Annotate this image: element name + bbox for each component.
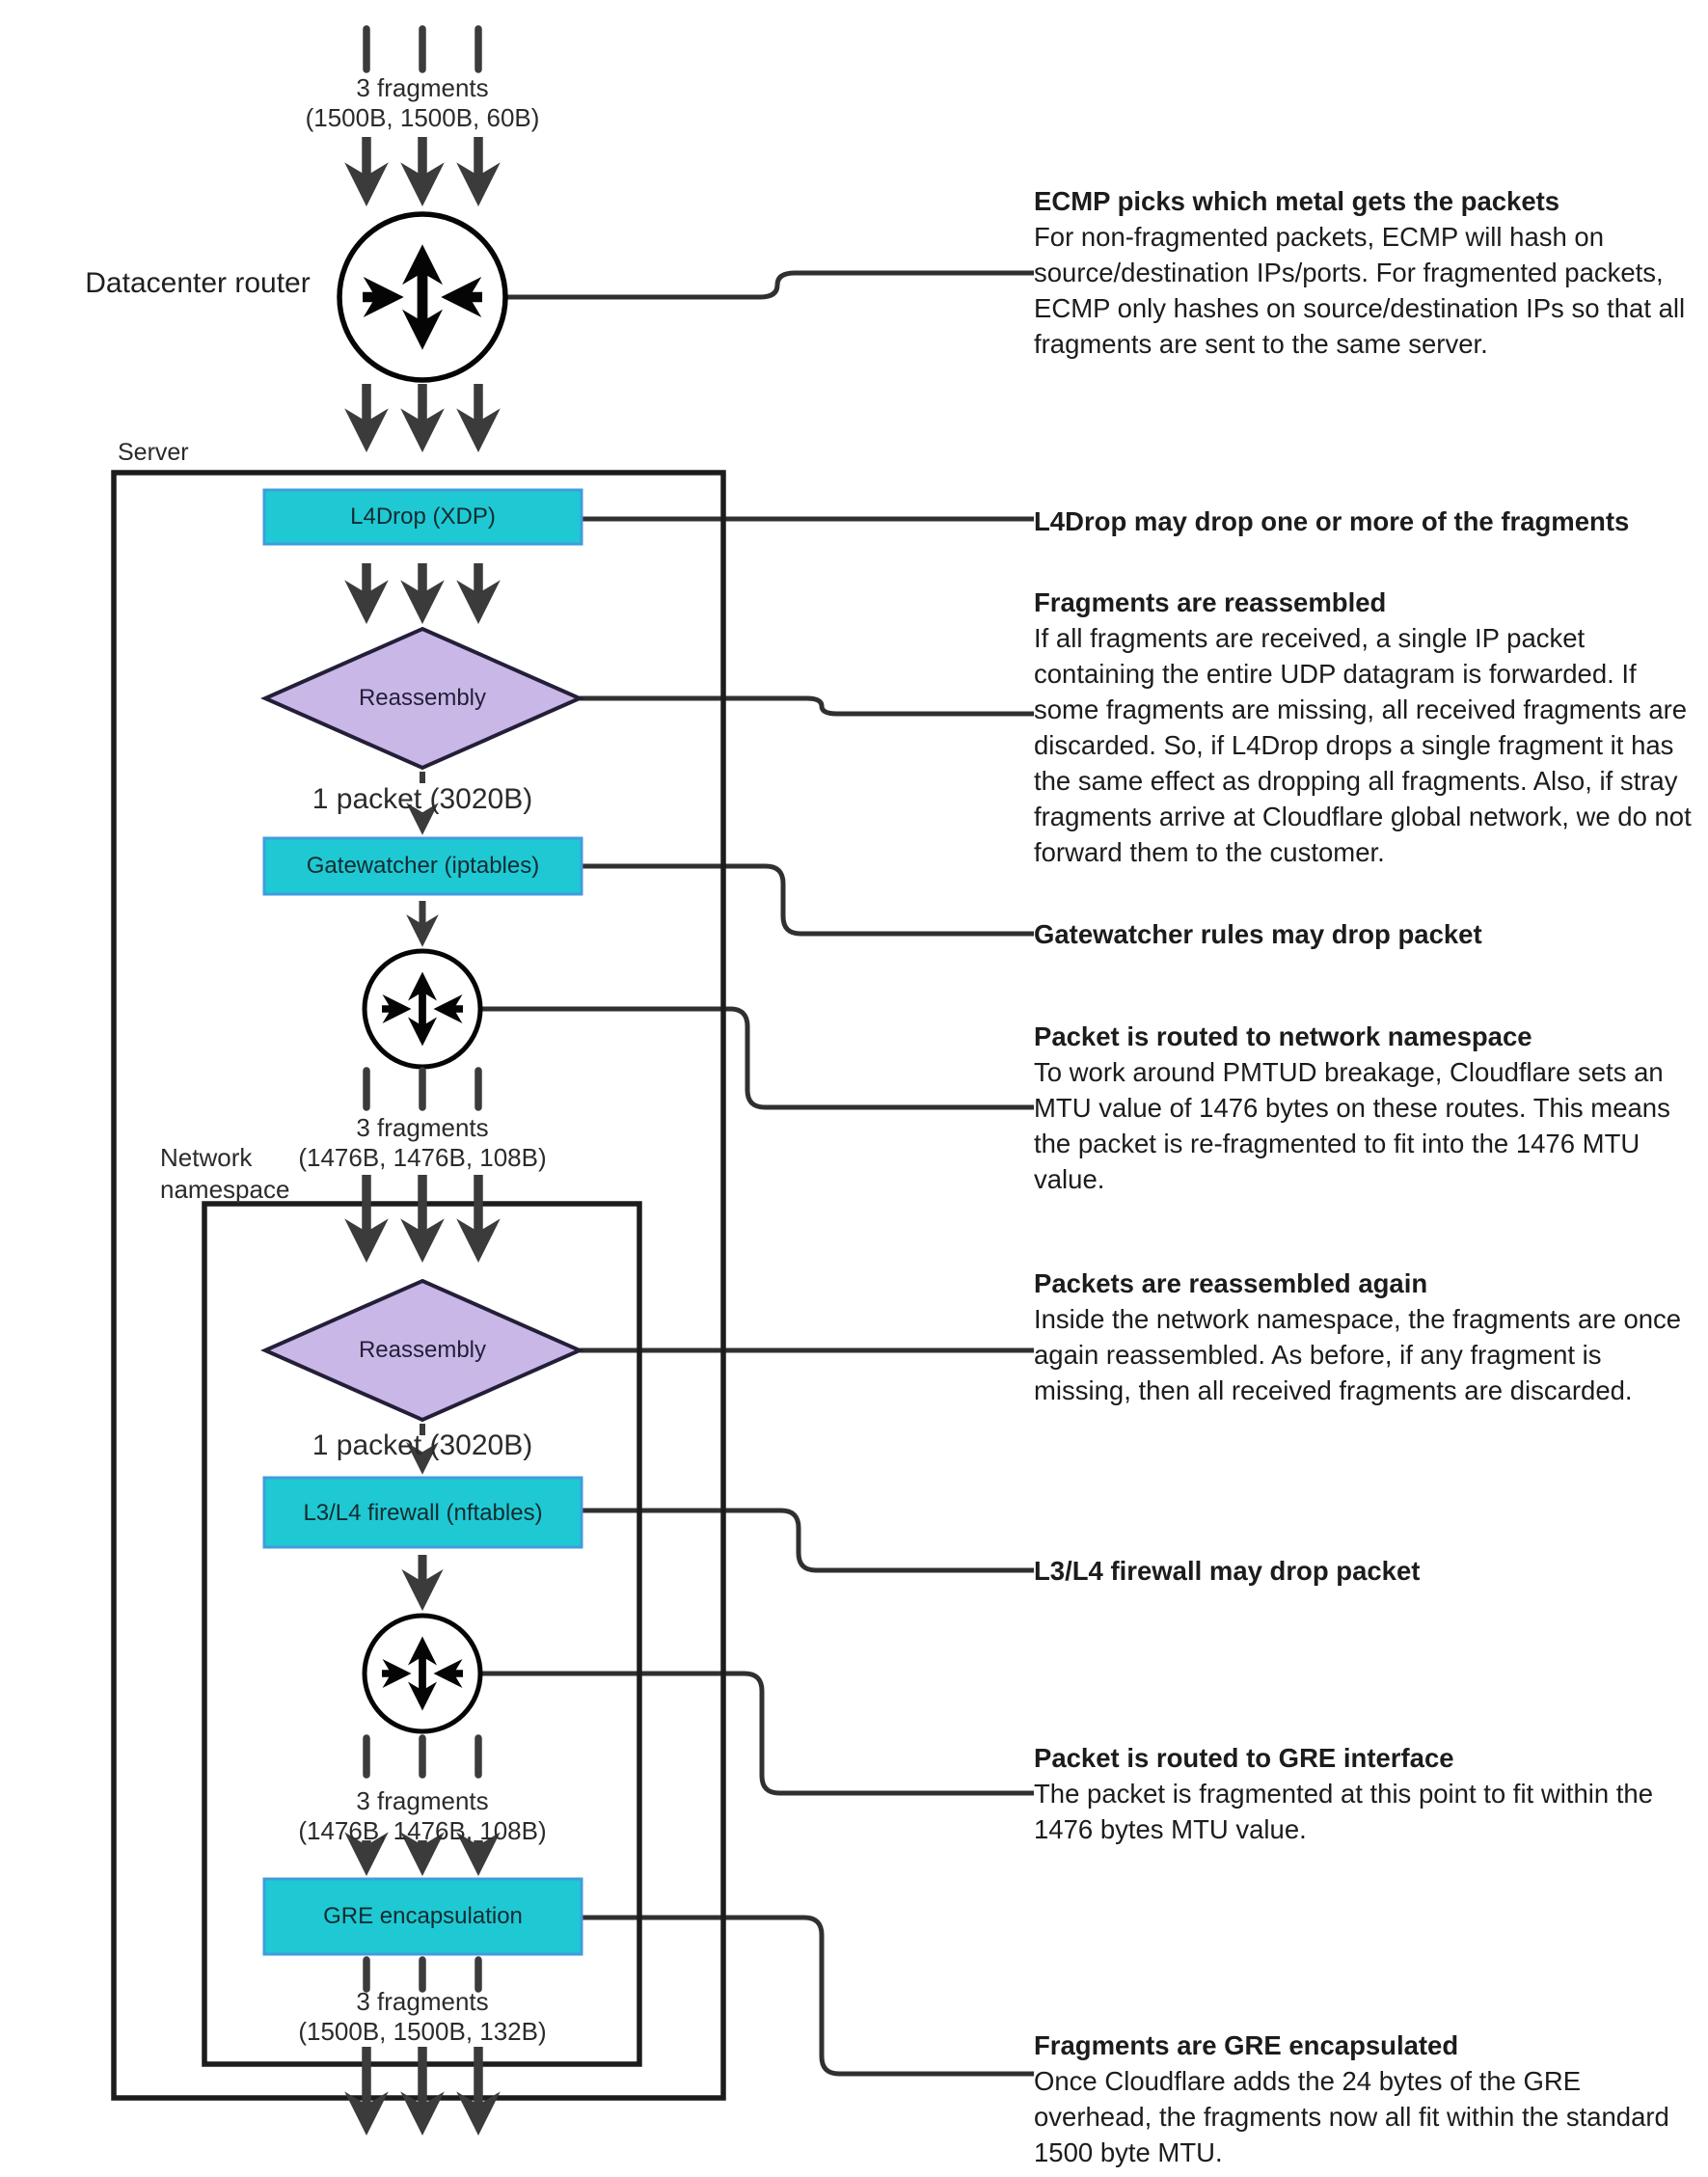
arrows-into-reassembly1 xyxy=(366,563,478,609)
fragment-dashes-low xyxy=(366,1738,478,1775)
annotation-body: For non-fragmented packets, ECMP will hash on source/destination IPs/ports. For fragmented packets, ECMP only hashes on source/destination IPs so that all fragments are sent to the same server. xyxy=(1034,222,1686,359)
connector-reassembly1 xyxy=(580,698,1034,714)
fragments-top-count: 3 fragments xyxy=(356,73,489,102)
reassembly1-label: Reassembly xyxy=(358,685,487,711)
fragment-dashes-top xyxy=(366,29,478,69)
route-gre-router-icon xyxy=(365,1616,480,1731)
connector-l3l4 xyxy=(582,1510,1034,1570)
fragments-low-label xyxy=(249,1786,596,1846)
fragments-bottom-count: 3 fragments xyxy=(356,1987,489,2016)
fragments-low-sizes: (1476B, 1476B, 108B) xyxy=(298,1816,547,1845)
annotation-routed-gre xyxy=(1034,1740,1699,1847)
fragments-top-label xyxy=(249,73,596,133)
arrows-into-server xyxy=(366,384,478,437)
annotation-title: ECMP picks which metal gets the packets xyxy=(1034,186,1560,216)
annotation-gatewatcher xyxy=(1034,916,1699,952)
fragment-dashes-bottom xyxy=(366,1960,478,1989)
datacenter-router-icon xyxy=(339,214,505,380)
fragments-mid-count: 3 fragments xyxy=(356,1113,489,1142)
annotation-title: L3/L4 firewall may drop packet xyxy=(1034,1556,1421,1586)
annotation-reassembled xyxy=(1034,585,1699,870)
gre-encapsulation-label: GRE encapsulation xyxy=(323,1903,523,1929)
l4drop-label: L4Drop (XDP) xyxy=(350,503,496,530)
datacenter-router-label: Datacenter router xyxy=(85,267,311,299)
annotation-reassembled-again xyxy=(1034,1265,1699,1408)
connector-ecmp xyxy=(505,273,1034,297)
annotation-body: To work around PMTUD breakage, Cloudflare sets an MTU value of 1476 bytes on these routes. This means the packet is re-fragmented to fit into the 1476 MTU value. xyxy=(1034,1057,1670,1194)
route-netns-router-icon xyxy=(365,951,480,1067)
fragments-bottom-sizes: (1500B, 1500B, 132B) xyxy=(298,2017,547,2046)
annotation-gre-encapsulated xyxy=(1034,2027,1699,2170)
server-label: Server xyxy=(118,439,189,466)
gatewatcher-label: Gatewatcher (iptables) xyxy=(306,853,540,879)
arrows-into-namespace xyxy=(366,1175,478,1247)
arrows-exiting-server xyxy=(366,2047,478,2120)
annotation-title: Gatewatcher rules may drop packet xyxy=(1034,919,1482,949)
annotation-title: Packet is routed to GRE interface xyxy=(1034,1743,1454,1773)
annotation-ecmp xyxy=(1034,183,1699,362)
fragments-low-count: 3 fragments xyxy=(356,1786,489,1815)
annotation-title: L4Drop may drop one or more of the fragments xyxy=(1034,506,1630,536)
connector-route-netns xyxy=(480,1009,1034,1107)
annotation-title: Packets are reassembled again xyxy=(1034,1268,1428,1298)
fragments-top-sizes: (1500B, 1500B, 60B) xyxy=(305,103,540,132)
network-namespace-label: Network namespace xyxy=(160,1143,290,1204)
annotation-routed-netns xyxy=(1034,1019,1699,1197)
annotation-body: The packet is fragmented at this point to fit within the 1476 bytes MTU value. xyxy=(1034,1779,1654,1844)
fragment-dashes-mid xyxy=(366,1071,478,1107)
annotation-body: Inside the network namespace, the fragments are once again reassembled. As before, if any fragment is missing, then all received fragments are discarded. xyxy=(1034,1304,1682,1405)
fragments-bottom-label xyxy=(249,1987,596,2047)
connector-gatewatcher xyxy=(582,866,1034,934)
connector-gre-encap xyxy=(582,1918,1034,2074)
l3l4-firewall-label: L3/L4 firewall (nftables) xyxy=(303,1499,543,1526)
annotation-body: Once Cloudflare adds the 24 bytes of the GRE overhead, the fragments now all fit within the standard 1500 byte MTU. xyxy=(1034,2066,1669,2167)
annotation-title: Fragments are GRE encapsulated xyxy=(1034,2030,1459,2060)
packet2-label: 1 packet (3020B) xyxy=(312,1429,533,1461)
annotation-body: If all fragments are received, a single IP packet containing the entire UDP datagram is forwarded. If some fragments are missing, all received fragments are discarded. So, if L4Drop drops a single fragment it has the same effect as dropping all fragments. Also, if stray fragments arrive at Cloudflare global network, we do not forward them to the customer. xyxy=(1034,623,1692,867)
annotation-title: Packet is routed to network namespace xyxy=(1034,1021,1532,1051)
fragments-mid-sizes: (1476B, 1476B, 108B) xyxy=(298,1143,547,1172)
annotation-title: Fragments are reassembled xyxy=(1034,587,1387,617)
annotation-l4drop xyxy=(1034,503,1699,539)
reassembly2-label: Reassembly xyxy=(358,1337,487,1363)
arrows-into-router xyxy=(366,137,478,191)
connector-route-gre xyxy=(482,1674,1034,1793)
packet1-label: 1 packet (3020B) xyxy=(312,783,533,815)
annotation-l3l4 xyxy=(1034,1553,1699,1589)
